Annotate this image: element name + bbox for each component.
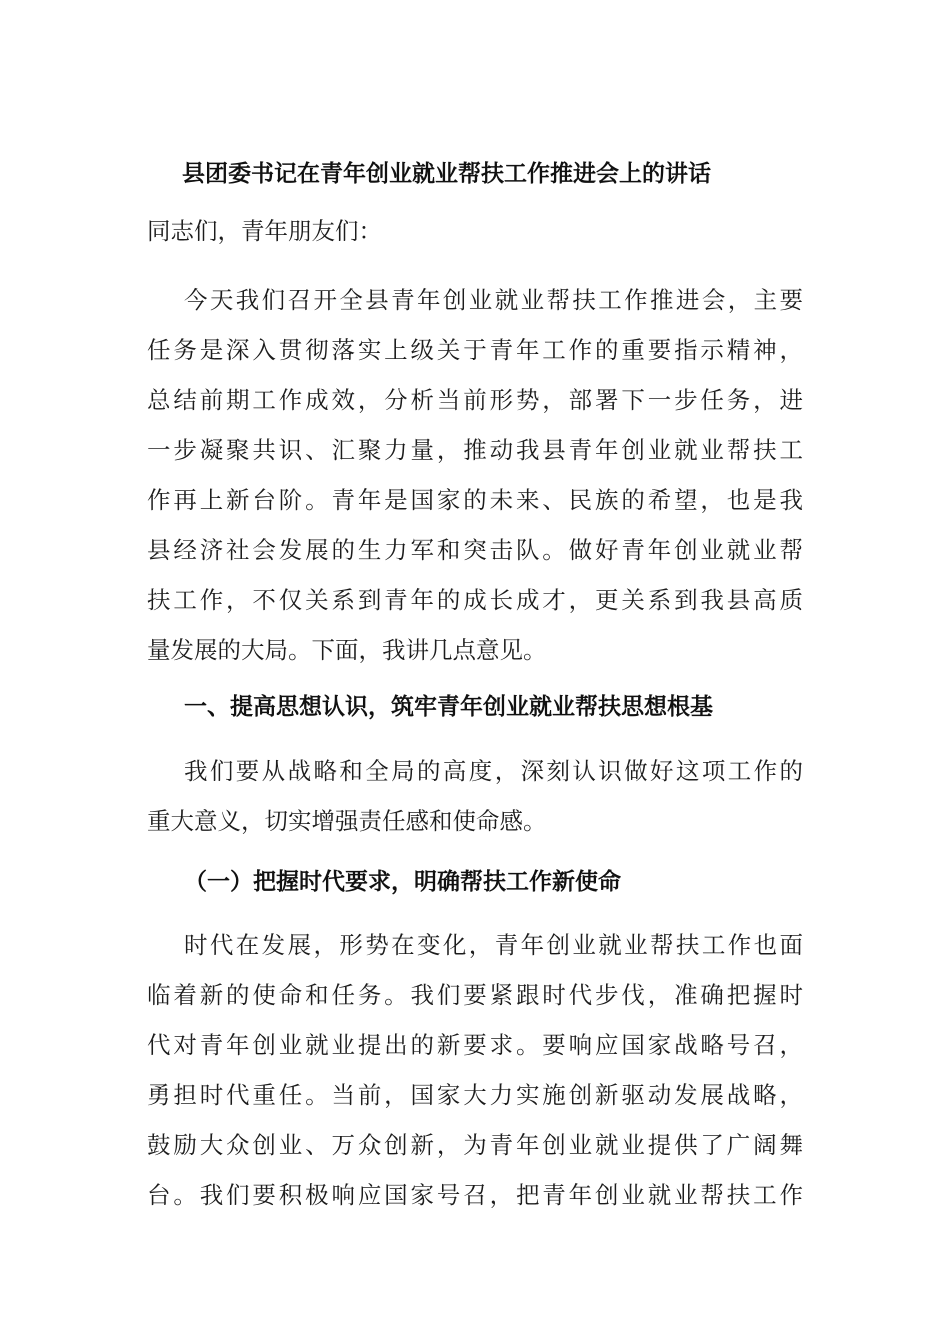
subsection-line: 临着新的使命和任务。我们要紧跟时代步伐，准确把握时: [147, 981, 803, 1009]
intro-line: 任务是深入贯彻落实上级关于青年工作的重要指示精神，: [147, 336, 803, 364]
intro-line: 总结前期工作成效，分析当前形势，部署下一步任务，进: [147, 386, 803, 414]
intro-line: 今天我们召开全县青年创业就业帮扶工作推进会，主要: [184, 286, 803, 314]
subsection-line: 时代在发展，形势在变化，青年创业就业帮扶工作也面: [184, 931, 803, 959]
salutation: 同志们，青年朋友们：: [147, 217, 382, 245]
subsection-line: 台。我们要积极响应国家号召，把青年创业就业帮扶工作: [147, 1181, 803, 1209]
subsection-heading: （一）把握时代要求，明确帮扶工作新使命: [184, 869, 621, 895]
intro-line: 县经济社会发展的生力军和突击队。做好青年创业就业帮: [147, 536, 803, 564]
document-title: 县团委书记在青年创业就业帮扶工作推进会上的讲话: [182, 161, 711, 187]
section-line: 我们要从战略和全局的高度，深刻认识做好这项工作的: [184, 757, 803, 785]
section-line: 重大意义，切实增强责任感和使命感。: [147, 807, 547, 835]
section-heading: 一、提高思想认识，筑牢青年创业就业帮扶思想根基: [184, 694, 713, 720]
subsection-line: 勇担时代重任。当前，国家大力实施创新驱动发展战略，: [147, 1081, 803, 1109]
intro-line: 一步凝聚共识、汇聚力量，推动我县青年创业就业帮扶工: [147, 436, 803, 464]
intro-line: 量发展的大局。下面，我讲几点意见。: [147, 636, 547, 664]
subsection-line: 代对青年创业就业提出的新要求。要响应国家战略号召，: [147, 1031, 803, 1059]
subsection-line: 鼓励大众创业、万众创新，为青年创业就业提供了广阔舞: [147, 1131, 803, 1159]
intro-line: 扶工作，不仅关系到青年的成长成才，更关系到我县高质: [147, 586, 803, 614]
intro-line: 作再上新台阶。青年是国家的未来、民族的希望，也是我: [147, 486, 803, 514]
